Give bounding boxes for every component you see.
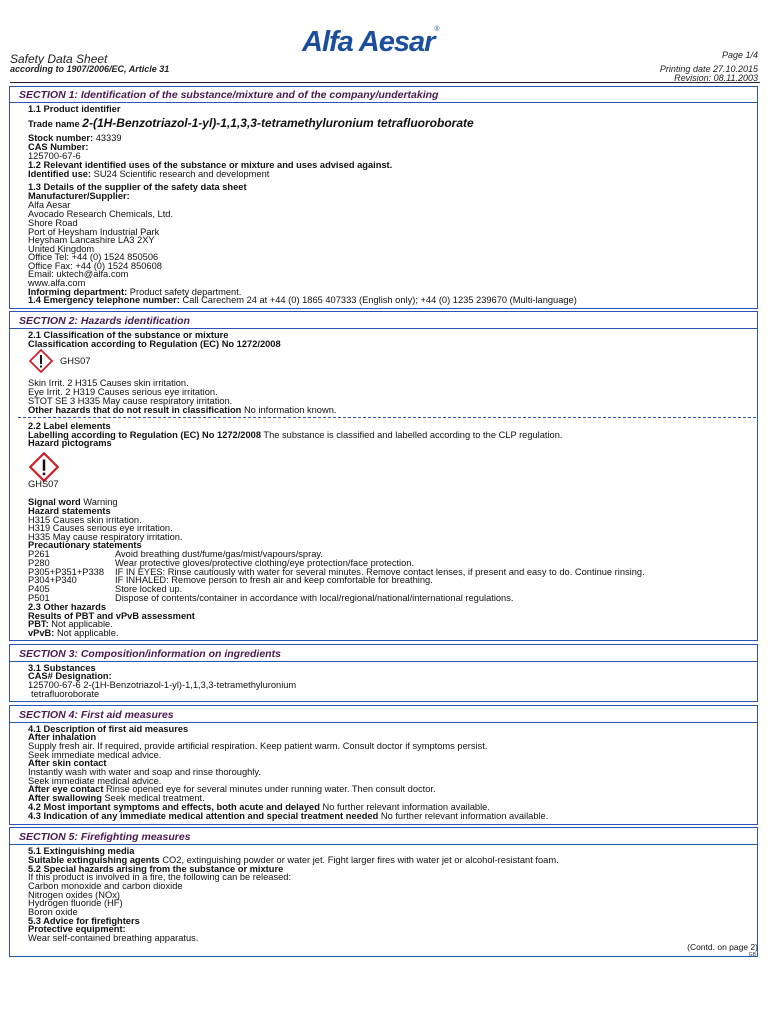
first-aid-text: Instantly wash with water and soap and rinse thoroughly.	[28, 767, 261, 777]
section-5-title: SECTION 5: Firefighting measures	[19, 831, 191, 843]
classification-item: STOT SE 3 H335 May cause respiratory irritation.	[28, 396, 233, 406]
combustion-product: Boron oxide	[28, 907, 78, 917]
section-3-title: SECTION 3: Composition/information on ingredients	[19, 648, 281, 660]
precaution-code: P280	[28, 558, 50, 568]
section-1-rule	[10, 102, 757, 103]
address-line: Avocado Research Chemicals, Ltd.	[28, 209, 174, 219]
cas-number: 125700-67-6	[28, 151, 81, 161]
doc-title: Safety Data Sheet	[10, 52, 108, 66]
precaution-code: P261	[28, 549, 50, 559]
symptoms-line: 4.2 Most important symptoms and effects, both acute and delayed No further relevant information available.	[28, 802, 490, 812]
combustion-product: Hydrogen fluoride (HF)	[28, 898, 123, 908]
ghs-code: GHS07	[28, 479, 59, 489]
address-line: Port of Heysham Industrial Park	[28, 227, 160, 237]
other-hazards-line: Other hazards that do not result in classification No information known.	[28, 405, 337, 415]
composition-line: tetrafluoroborate	[31, 689, 100, 699]
after-swallowing-line: After swallowing Seek medical treatment.	[28, 793, 205, 803]
precaution-text: Store locked up.	[115, 584, 183, 594]
first-aid-heading: 4.1 Description of first aid measures	[28, 724, 189, 734]
medical-attention-line: 4.3 Indication of any immediate medical attention and special treatment needed No further relevant information available.	[28, 811, 549, 821]
dashed-divider	[18, 417, 756, 418]
vpvb-line: vPvB: Not applicable.	[28, 628, 119, 638]
protective-equipment-label: Protective equipment:	[28, 924, 126, 934]
product-identifier-heading: 1.1 Product identifier	[28, 104, 121, 114]
classification-heading: 2.1 Classification of the substance or mixture	[28, 330, 229, 340]
hazard-statement: H315 Causes skin irritation.	[28, 515, 142, 525]
labelling-line: Labelling according to Regulation (EC) No 1272/2008 The substance is classified and labelled according to the CLP regulation.	[28, 430, 563, 440]
section-2-title: SECTION 2: Hazards identification	[19, 315, 190, 327]
precaution-text: Wear protective gloves/protective clothing/eye protection/face protection.	[115, 558, 415, 568]
pbt-assessment-heading: Results of PBT and vPvB assessment	[28, 611, 195, 621]
cas-label: CAS Number:	[28, 142, 89, 152]
substances-heading: 3.1 Substances	[28, 663, 96, 673]
first-aid-text: Supply fresh air. If required, provide artificial respiration. Keep patient warm. Consult doctor if symptoms persist.	[28, 741, 488, 751]
header-rule	[10, 82, 760, 83]
combustion-product: Nitrogen oxides (NOx)	[28, 890, 120, 900]
section-2-rule	[10, 328, 757, 329]
trade-name: 2-(1H-Benzotriazol-1-yl)-1,1,3,3-tetramethyluronium tetrafluoroborate	[82, 116, 474, 130]
website-link[interactable]: www.alfa.com	[28, 278, 86, 288]
hazard-statement: H319 Causes serious eye irritation.	[28, 523, 173, 533]
pbt-line: PBT: Not applicable.	[28, 619, 113, 629]
ghs-code: GHS07	[60, 356, 91, 366]
fire-intro: If this product is involved in a fire, the following can be released:	[28, 872, 292, 882]
address-line: United Kingdom	[28, 244, 95, 254]
hazard-statements-label: Hazard statements	[28, 506, 111, 516]
protective-equipment-text: Wear self-contained breathing apparatus.	[28, 933, 199, 943]
classification-item: Skin Irrit. 2 H315 Causes skin irritation.	[28, 378, 189, 388]
precaution-code: P304+P340	[28, 575, 77, 585]
continued-note: (Contd. on page 2)	[687, 942, 758, 952]
hazard-statement: H335 May cause respiratory irritation.	[28, 532, 183, 542]
first-aid-text: Seek immediate medical advice.	[28, 776, 162, 786]
emergency-phone-line: 1.4 Emergency telephone number: Call Carechem 24 at +44 (0) 1865 407333 (English only); +44 (0) 1235 239670 (Multi-language)	[28, 295, 577, 305]
section-4-rule	[10, 722, 757, 723]
alfa-aesar-logo: Alfa Aesar®	[302, 26, 439, 58]
after-inhalation-label: After inhalation	[28, 732, 97, 742]
stock-number-line: Stock number: 43339	[28, 133, 122, 143]
special-hazards-heading: 5.2 Special hazards arising from the substance or mixture	[28, 864, 284, 874]
section-1-title: SECTION 1: Identification of the substance/mixture and of the company/undertaking	[19, 89, 439, 101]
precaution-text: Dispose of contents/container in accordance with local/regional/national/international regulations.	[115, 593, 514, 603]
precaution-text: Avoid breathing dust/fume/gas/mist/vapours/spray.	[115, 549, 323, 559]
manufacturer-label: Manufacturer/Supplier:	[28, 191, 130, 201]
composition-line: 125700-67-6 2-(1H-Benzotriazol-1-yl)-1,1,3,3-tetramethyluronium	[28, 680, 297, 690]
address-line: Heysham Lancashire LA3 2XY	[28, 235, 155, 245]
precaution-code: P501	[28, 593, 50, 603]
office-tel: Office Tel: +44 (0) 1524 850506	[28, 252, 159, 262]
section-3-rule	[10, 661, 757, 662]
precaution-code: P405	[28, 584, 50, 594]
other-hazards-heading: 2.3 Other hazards	[28, 602, 107, 612]
firefighter-advice-heading: 5.3 Advice for firefighters	[28, 916, 140, 926]
supplier-heading: 1.3 Details of the supplier of the safety data sheet	[28, 182, 247, 192]
email-link[interactable]: Email: uktech@alfa.com	[28, 269, 129, 279]
address-line: Shore Road	[28, 218, 78, 228]
after-eye-line: After eye contact Rinse opened eye for several minutes under running water. Then consult doctor.	[28, 784, 436, 794]
revision-date: Revision: 08.11.2003	[674, 73, 758, 83]
exclamation-pictogram-icon	[29, 452, 59, 482]
label-elements-heading: 2.2 Label elements	[28, 421, 111, 431]
classification-item: Eye Irrit. 2 H319 Causes serious eye irritation.	[28, 387, 218, 397]
uses-heading: 1.2 Relevant identified uses of the substance or mixture and uses advised against.	[28, 160, 393, 170]
informing-dept-line: Informing department: Product safety department.	[28, 287, 242, 297]
classification-regulation: Classification according to Regulation (EC) No 1272/2008	[28, 339, 281, 349]
printing-date: Printing date 27.10.2015	[659, 64, 758, 74]
first-aid-text: Seek immediate medical advice.	[28, 750, 162, 760]
section-5-rule	[10, 844, 757, 845]
identified-use-line: Identified use: SU24 Scientific research and development	[28, 169, 270, 179]
cas-designation-label: CAS# Designation:	[28, 671, 112, 681]
precaution-text: IF INHALED: Remove person to fresh air and keep comfortable for breathing.	[115, 575, 433, 585]
doc-subtitle: according to 1907/2006/EC, Article 31	[10, 64, 170, 74]
office-fax: Office Fax: +44 (0) 1524 850608	[28, 261, 162, 271]
precaution-text: IF IN EYES: Rinse cautiously with water for several minutes. Remove contact lenses, if present and easy to do. Continue rinsing.	[115, 567, 645, 577]
section-4-title: SECTION 4: First aid measures	[19, 709, 174, 721]
country-code: GB	[748, 952, 756, 958]
page-number: Page 1/4	[721, 50, 758, 60]
precaution-code: P305+P351+P338	[28, 567, 104, 577]
address-line: Alfa Aesar	[28, 200, 71, 210]
extinguishing-heading: 5.1 Extinguishing media	[28, 846, 135, 856]
precautionary-statements-label: Precautionary statements	[28, 540, 142, 550]
hazard-pictograms-label: Hazard pictograms	[28, 438, 112, 448]
signal-word-line: Signal word Warning	[28, 497, 118, 507]
after-skin-label: After skin contact	[28, 758, 107, 768]
trade-name-line: Trade name 2-(1H-Benzotriazol-1-yl)-1,1,3,3-tetramethyluronium tetrafluoroborate	[28, 116, 474, 130]
exclamation-pictogram-icon	[29, 349, 53, 373]
combustion-product: Carbon monoxide and carbon dioxide	[28, 881, 183, 891]
suitable-agents-line: Suitable extinguishing agents CO2, extinguishing powder or water jet. Fight larger fires with water jet or alcohol-resistant foam.	[28, 855, 559, 865]
